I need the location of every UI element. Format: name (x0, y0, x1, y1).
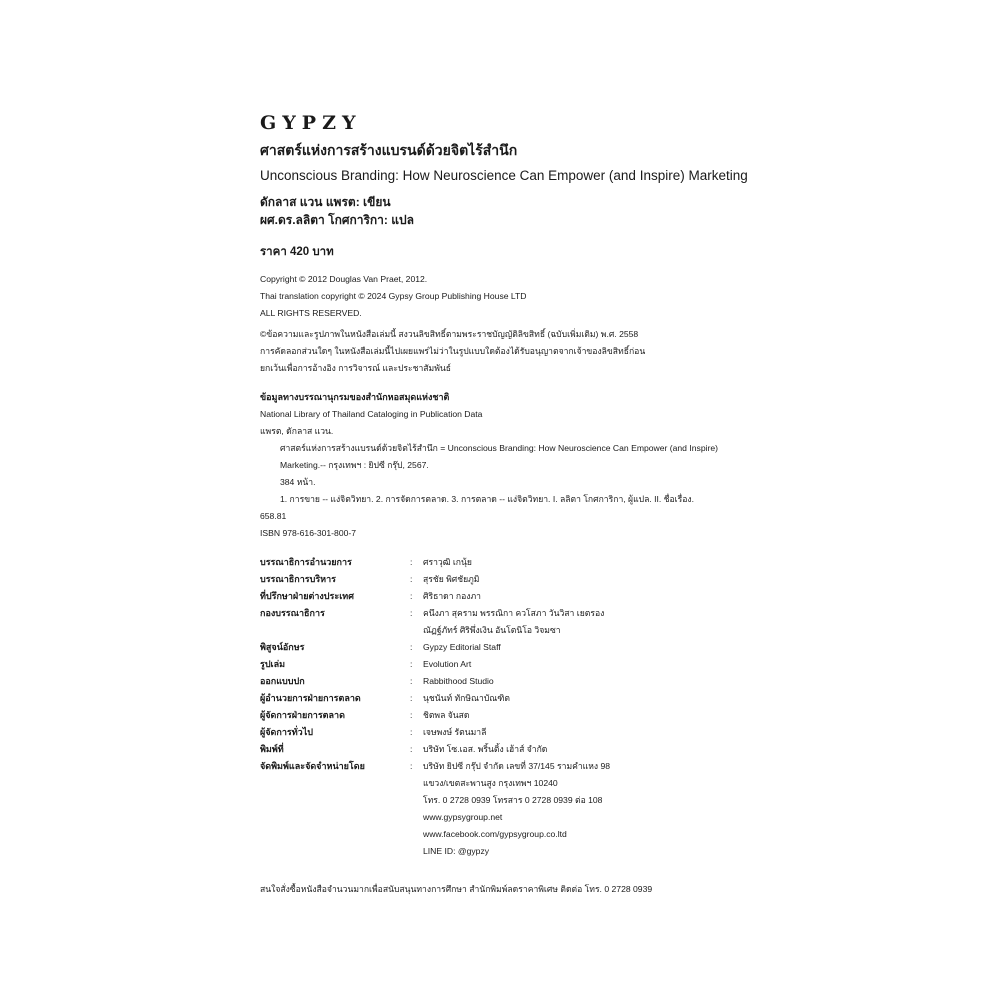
staff-value: คนึงภา สุคราม พรรณิกา ควโสภา วันวิสา เยตรอง (423, 608, 605, 618)
colon-separator: : (410, 693, 413, 703)
colon-separator: : (410, 642, 413, 652)
staff-value: www.facebook.com/gypsygroup.co.ltd (423, 829, 567, 839)
staff-value: Gypzy Editorial Staff (423, 642, 501, 652)
staff-value: Rabbithood Studio (423, 676, 494, 686)
translation-copyright-line: Thai translation copyright © 2024 Gypsy Group Publishing House LTD (260, 291, 527, 301)
staff-table (260, 554, 610, 860)
staff-role: พิสูจน์อักษร (260, 642, 305, 652)
copyright-notice-line: ยกเว้นเพื่อการอ้างอิง การวิจารณ์ และประชาสัมพันธ์ (260, 363, 451, 373)
cip-title-line: Marketing.-- กรุงเทพฯ : ยิปซี กรุ๊ป, 2567. (280, 460, 429, 470)
staff-value: ศิริธาดา กองภา (423, 591, 481, 601)
staff-value: Evolution Art (423, 659, 472, 669)
staff-value: สุรชัย พิศชัยภูมิ (423, 574, 480, 584)
staff-role: ที่ปรึกษาฝ่ายต่างประเทศ (260, 591, 354, 601)
cip-author-entry: แพรต, ดักลาส แวน. (260, 426, 334, 436)
staff-row (260, 724, 610, 741)
staff-row (260, 554, 610, 571)
staff-role: จัดพิมพ์และจัดจำหน่ายโดย (260, 761, 365, 771)
staff-value: ศราวุฒิ เกนุ้ย (423, 557, 472, 567)
staff-value: ชิตพล จันสด (423, 710, 470, 720)
staff-row (260, 809, 610, 826)
staff-role: ผู้อำนวยการฝ่ายการตลาด (260, 693, 361, 703)
staff-value: บริษัท โซ.เอส. พริ้นติ้ง เฮ้าส์ จำกัด (423, 744, 548, 754)
copyright-notice-line: ©ข้อความและรูปภาพในหนังสือเล่มนี้ สงวนลิขสิทธิ์ตามพระราชบัญญัติลิขสิทธิ์ (ฉบับเพิ่มเติม) พ.ศ. 2558 (260, 329, 639, 339)
copyright-block (260, 271, 960, 377)
staff-row (260, 707, 610, 724)
staff-row (260, 826, 610, 843)
staff-row (260, 775, 610, 792)
book-title-english: Unconscious Branding: How Neuroscience Can Empower (and Inspire) Marketing (260, 168, 748, 183)
colon-separator: : (410, 574, 413, 584)
colon-separator: : (410, 591, 413, 601)
author-credit: ดักลาส แวน แพรต: เขียน (260, 195, 391, 209)
staff-value: LINE ID: @gypzy (423, 846, 490, 856)
translator-credit: ผศ.ดร.ลลิตา โกศการิกา: แปล (260, 213, 414, 227)
staff-row (260, 758, 610, 775)
staff-row (260, 639, 610, 656)
staff-role: ออกแบบปก (260, 676, 305, 686)
staff-value: แขวง/เขตสะพานสูง กรุงเทพฯ 10240 (423, 778, 558, 788)
staff-role: บรรณาธิการบริหาร (260, 574, 336, 584)
staff-value: เจษพงษ์ รัตนมาลี (423, 727, 487, 737)
staff-value: นุชนันท์ ทักษิณาบัณฑิต (423, 693, 510, 703)
colon-separator: : (410, 710, 413, 720)
imprint-page (260, 112, 960, 860)
staff-row (260, 656, 610, 673)
copyright-line: Copyright © 2012 Douglas Van Praet, 2012. (260, 274, 428, 284)
staff-value: บริษัท ยิปซี กรุ๊ป จำกัด เลขที่ 37/145 รามคำแหง 98 (423, 761, 611, 771)
colon-separator: : (410, 659, 413, 669)
staff-row (260, 571, 610, 588)
staff-value: ณัฏฐ์ภัทร์ ศิริพึ่งเงิน อันโตนิโอ วิจมซา (423, 625, 561, 635)
cip-isbn: ISBN 978-616-301-800-7 (260, 528, 357, 538)
staff-value: โทร. 0 2728 0939 โทรสาร 0 2728 0939 ต่อ 108 (423, 795, 603, 805)
staff-row (260, 792, 610, 809)
staff-role: บรรณาธิการอำนวยการ (260, 557, 352, 567)
cip-block (260, 389, 960, 542)
price: ราคา 420 บาท (260, 246, 334, 258)
staff-row (260, 622, 610, 639)
staff-row (260, 843, 610, 860)
book-title-thai: ศาสตร์แห่งการสร้างแบรนด์ด้วยจิตไร้สำนึก (260, 142, 518, 158)
cip-heading-english: National Library of Thailand Cataloging in Publication Data (260, 409, 483, 419)
colon-separator: : (410, 676, 413, 686)
cip-title-line: ศาสตร์แห่งการสร้างแบรนด์ด้วยจิตไร้สำนึก = Unconscious Branding: How Neuroscience Can Empower (and Inspire) (280, 443, 719, 453)
bulk-order-note: สนใจสั่งซื้อหนังสือจำนวนมากเพื่อสนับสนุนทางการศึกษา สำนักพิมพ์ลดราคาพิเศษ ติดต่อ โทร. 0 2728 0939 (260, 884, 653, 894)
staff-row (260, 690, 610, 707)
staff-row (260, 673, 610, 690)
colon-separator: : (410, 744, 413, 754)
staff-row (260, 605, 610, 622)
staff-value: www.gypsygroup.net (423, 812, 503, 822)
colon-separator: : (410, 761, 413, 771)
staff-row (260, 588, 610, 605)
staff-role: กองบรรณาธิการ (260, 608, 325, 618)
staff-role: พิมพ์ที่ (260, 744, 284, 754)
cip-classification: 658.81 (260, 511, 287, 521)
colon-separator: : (410, 727, 413, 737)
colon-separator: : (410, 608, 413, 618)
colon-separator: : (410, 557, 413, 567)
credits (260, 193, 960, 229)
staff-role: รูปเล่ม (260, 659, 286, 669)
staff-role: ผู้จัดการทั่วไป (260, 727, 313, 737)
cip-subjects: 1. การขาย -- แง่จิตวิทยา. 2. การจัดการตลาด. 3. การตลาด -- แง่จิตวิทยา. I. ลลิตา โกศการิกา, ผู้แปล. II. ชื่อเรื่อง. (280, 494, 694, 504)
staff-row (260, 741, 610, 758)
publisher-logo: GYPZY (260, 112, 362, 134)
cip-heading: ข้อมูลทางบรรณานุกรมของสำนักหอสมุดแห่งชาติ (260, 392, 450, 402)
cip-pages: 384 หน้า. (280, 477, 316, 487)
copyright-notice-line: การคัดลอกส่วนใดๆ ในหนังสือเล่มนี้ไปเผยแพร่ไม่ว่าในรูปแบบใดต้องได้รับอนุญาตจากเจ้าของลิขสิทธิ์ก่อน (260, 346, 646, 356)
rights-reserved-line: ALL RIGHTS RESERVED. (260, 308, 362, 318)
staff-role: ผู้จัดการฝ่ายการตลาด (260, 710, 345, 720)
